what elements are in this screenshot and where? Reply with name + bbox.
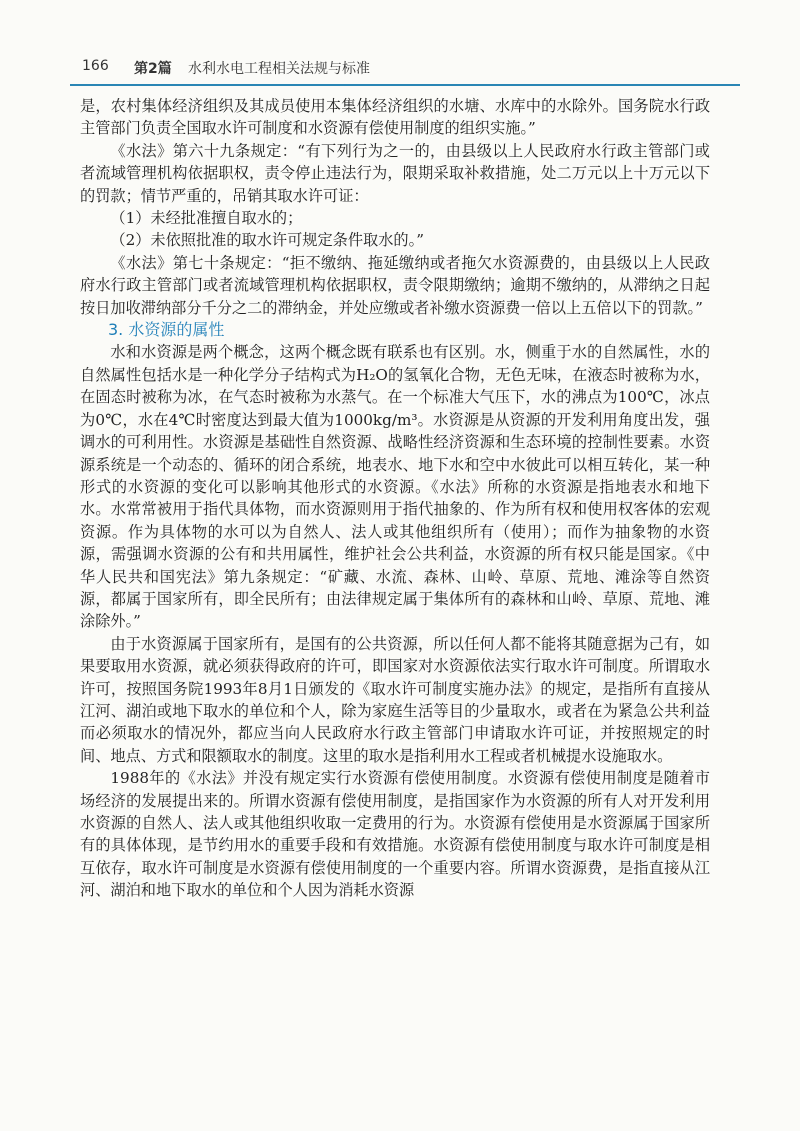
header-rule	[70, 84, 740, 86]
body-text	[80, 95, 710, 902]
paragraph: 是，农村集体经济组织及其成员使用本集体经济组织的水塘、水库中的水除外。国务院水行政主管部门负责全国取水许可制度和水资源有偿使用制度的组织实施。”	[80, 97, 710, 138]
page-number: 166	[82, 58, 109, 74]
part-label: 第2篇	[134, 61, 172, 77]
list-item: （2）未依照批准的取水许可规定条件取水的。”	[110, 231, 424, 250]
paragraph: 由于水资源属于国家所有，是国有的公共资源，所以任何人都不能将其随意据为己有，如果要取用水资源，就必须获得政府的许可，即国家对水资源依法实行取水许可制度。所谓取水许可，按照国务院1993年8月1日颁发的《取水许可制度实施办法》的规定，是指所有直接从江河、湖泊或地下取水的单位和个人，除为家庭生活等目的少量取水，或者在为紧急公共利益而必须取水的情况外，都应当向人民政府水行政主管部门申请取水许可证，并按照规定的时间、地点、方式和限额取水的制度。这里的取水是指利用水工程或者机械提水设施取水。	[80, 634, 710, 765]
paragraph: 《水法》第七十条规定：“拒不缴纳、拖延缴纳或者拖欠水资源费的，由县级以上人民政府水行政主管部门或者流域管理机构依据职权，责令限期缴纳；逾期不缴纳的，从滞纳之日起按日加收滞纳部分千分之二的滞纳金，并处应缴或者补缴水资源费一倍以上五倍以下的罚款。”	[80, 253, 710, 317]
list-item: （1）未经批准擅自取水的；	[110, 209, 303, 228]
section-heading: 3. 水资源的属性	[108, 320, 225, 340]
paragraph: 1988年的《水法》并没有规定实行水资源有偿使用制度。水资源有偿使用制度是随着市场经济的发展提出来的。所谓水资源有偿使用制度，是指国家作为水资源的所有人对开发利用水资源的自然人、法人或其他组织收取一定费用的行为。水资源有偿使用是水资源属于国家所有的具体体现，是节约用水的重要手段和有效措施。水资源有偿使用制度与取水许可制度是相互依存，取水许可制度是水资源有偿使用制度的一个重要内容。所谓水资源费，是指直接从江河、湖泊和地下取水的单位和个人因为消耗水资源	[80, 769, 710, 900]
paragraph: 《水法》第六十九条规定：“有下列行为之一的，由县级以上人民政府水行政主管部门或者流域管理机构依据职权，责令停止违法行为，限期采取补救措施，处二万元以上十万元以下的罚款；情节严重的，吊销其取水许可证：	[80, 141, 710, 205]
paragraph: 水和水资源是两个概念，这两个概念既有联系也有区别。水，侧重于水的自然属性，水的自然属性包括水是一种化学分子结构式为H₂O的氢氧化合物，无色无味，在液态时被称为水，在固态时被称为冰，在气态时被称为水蒸气。在一个标准大气压下，水的沸点为100℃，冰点为0℃，水在4℃时密度达到最大值为1000kg/m³。水资源是从资源的开发利用角度出发，强调水的可利用性。水资源是基础性自然资源、战略性经济资源和生态环境的控制性要素。水资源系统是一个动态的、循环的闭合系统，地表水、地下水和空中水彼此可以相互转化，某一种形式的水资源的变化可以影响其他形式的水资源。《水法》所称的水资源是指地表水和地下水。水常常被用于指代具体物，而水资源则用于指代抽象的、作为所有权和使用权客体的宏观资源。作为具体物的水可以为自然人、法人或其他组织所有（使用）；而作为抽象物的水资源，需强调水资源的公有和共用属性，维护社会公共利益，水资源的所有权只能是国家。《中华人民共和国宪法》第九条规定：“矿藏、水流、森林、山岭、草原、荒地、滩涂等自然资源，都属于国家所有，即全民所有；由法律规定属于集体所有的森林和山岭、草原、荒地、滩涂除外。”	[80, 343, 710, 631]
part-title: 水利水电工程相关法规与标准	[188, 61, 370, 77]
running-header	[70, 58, 740, 80]
